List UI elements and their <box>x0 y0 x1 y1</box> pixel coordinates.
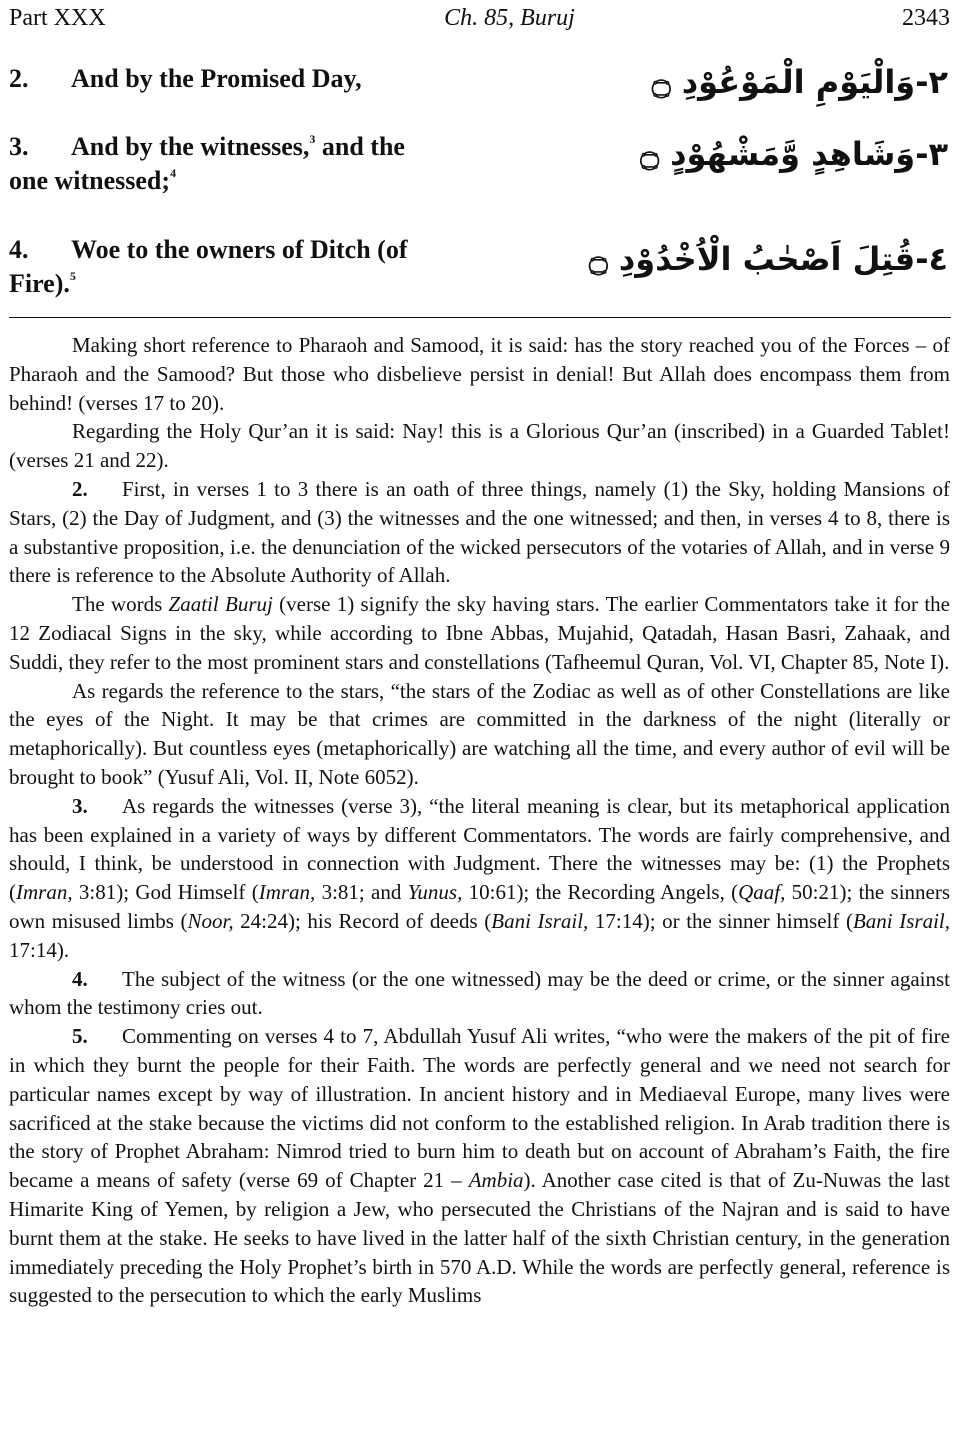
footnote-3: 3. As regards the witnesses (verse 3), “the literal meaning is clear, but its metaphorical application has been explained in a variety of ways by different Commentators. The words are fairly comprehensive, and should, I think, be understood in connection with Judgment. There the witnesses may be: (1) the Prophets (Imran, 3:81); God Himself (Imran, 3:81; and Yunus, 10:61); the Recording Angels, (Qaaf, 50:21); the sinners own misused limbs (Noor, 24:24); his Record of deeds (Bani Israil, 17:14); or the sinner himself (Bani Israil, 17:14). <box>9 793 951 962</box>
chapter-label: Ch. 85, Buruj <box>444 5 575 31</box>
part-label: Part XXX <box>9 5 106 31</box>
verse-translation: 4. Woe to the owners of Ditch (of Fire).$^5$ <box>9 235 408 298</box>
page-number: 2343 <box>902 5 950 31</box>
paragraph: As regards the reference to the stars, “the stars of the Zodiac as well as of other Constellations are like the eyes of the Night. It may be that crimes are committed in the darkness of the night (literally or metaphorically). But countless eyes (metaphorically) are watching all the time, and every author of evil will be brought to book” (Yusuf Ali, Vol. II, Note 6052). <box>9 678 950 789</box>
verse-arabic: ٢-وَالْيَوْمِ الْمَوْعُوْدِ ۝ <box>651 63 948 101</box>
paragraph: Making short reference to Pharaoh and Samood, it is said: has the story reached you of the Forces – of Pharaoh and the Samood? But those who disbelieve persist in denial! But Allah does encompass them from behind! (verses 17 to 20). <box>9 333 950 415</box>
footnote-ref: 3 <box>309 132 316 146</box>
commentary-text <box>9 331 950 1310</box>
verse-translation: 3. And by the witnesses,$^3$ and the one witnessed;$^4$ <box>9 132 405 195</box>
paragraph: The words Zaatil Buruj (verse 1) signify the sky having stars. The earlier Commentators take it for the 12 Zodiacal Signs in the sky, while according to Ibne Abbas, Mujahid, Qatadah, Hasan Basri, Zahaak, and Suddi, they refer to the most prominent stars and constellations (Tafheemul Quran, Vol. VI, Chapter 85, Note I). <box>9 592 950 674</box>
verse-block <box>9 58 948 308</box>
running-header <box>9 2 950 36</box>
divider <box>9 317 951 318</box>
footnote-5: 5. Commenting on verses 4 to 7, Abdullah Yusuf Ali writes, “who were the makers of the pit of fire in which they burnt the people for their Faith. The words are perfectly general and we need not search for particular names except by way of illustration. In ancient history and in Mediaeval Europe, many lives were sacrificed at the stake because the victims did not conform to the established religion. In Arab tradition there is the story of Prophet Abraham: Nimrod tried to burn him to death but on account of Abraham’s Faith, the fire became a means of safety (verse 69 of Chapter 21 – Ambia). Another case cited is that of Zu-Nuwas the last Himarite King of Yemen, by religion a Jew, who persecuted the Christians of the Najran and is said to have burnt them at the stake. He seeks to have lived in the latter half of the sixth Christian century, in the generation immediately preceding the Holy Prophet’s birth in 570 A.D. While the words are perfectly general, reference is suggested to the persecution to which the early Muslims <box>9 1024 950 1308</box>
verse-arabic: ٣-وَشَاهِدٍ وَّمَشْهُوْدٍ ۝ <box>640 135 948 173</box>
footnote-ref: 5 <box>69 269 76 283</box>
footnote-2: 2. First, in verses 1 to 3 there is an oath of three things, namely (1) the Sky, holding Mansions of Stars, (2) the Day of Judgment, and (3) the witnesses and the one witnessed; and then, in verses 4 to 8, there is a substantive proposition, i.e. the denunciation of the wicked persecutors of the votaries of Allah, and in verse 9 there is reference to the Absolute Authority of Allah. <box>9 476 950 588</box>
paragraph: Regarding the Holy Qur’an it is said: Nay! this is a Glorious Qur’an (inscribed) in a Guarded Tablet! (verses 21 and 22). <box>9 419 950 473</box>
verse-translation: 2. And by the Promised Day, <box>9 64 362 93</box>
footnote-4: 4. The subject of the witness (or the one witnessed) may be the deed or crime, or the sinner against whom the testimony cries out. <box>9 966 950 1020</box>
verse-arabic: ٤-قُتِلَ اَصْحٰبُ الْاُخْدُوْدِ ۝ <box>588 240 948 278</box>
footnote-ref: 4 <box>170 166 177 180</box>
